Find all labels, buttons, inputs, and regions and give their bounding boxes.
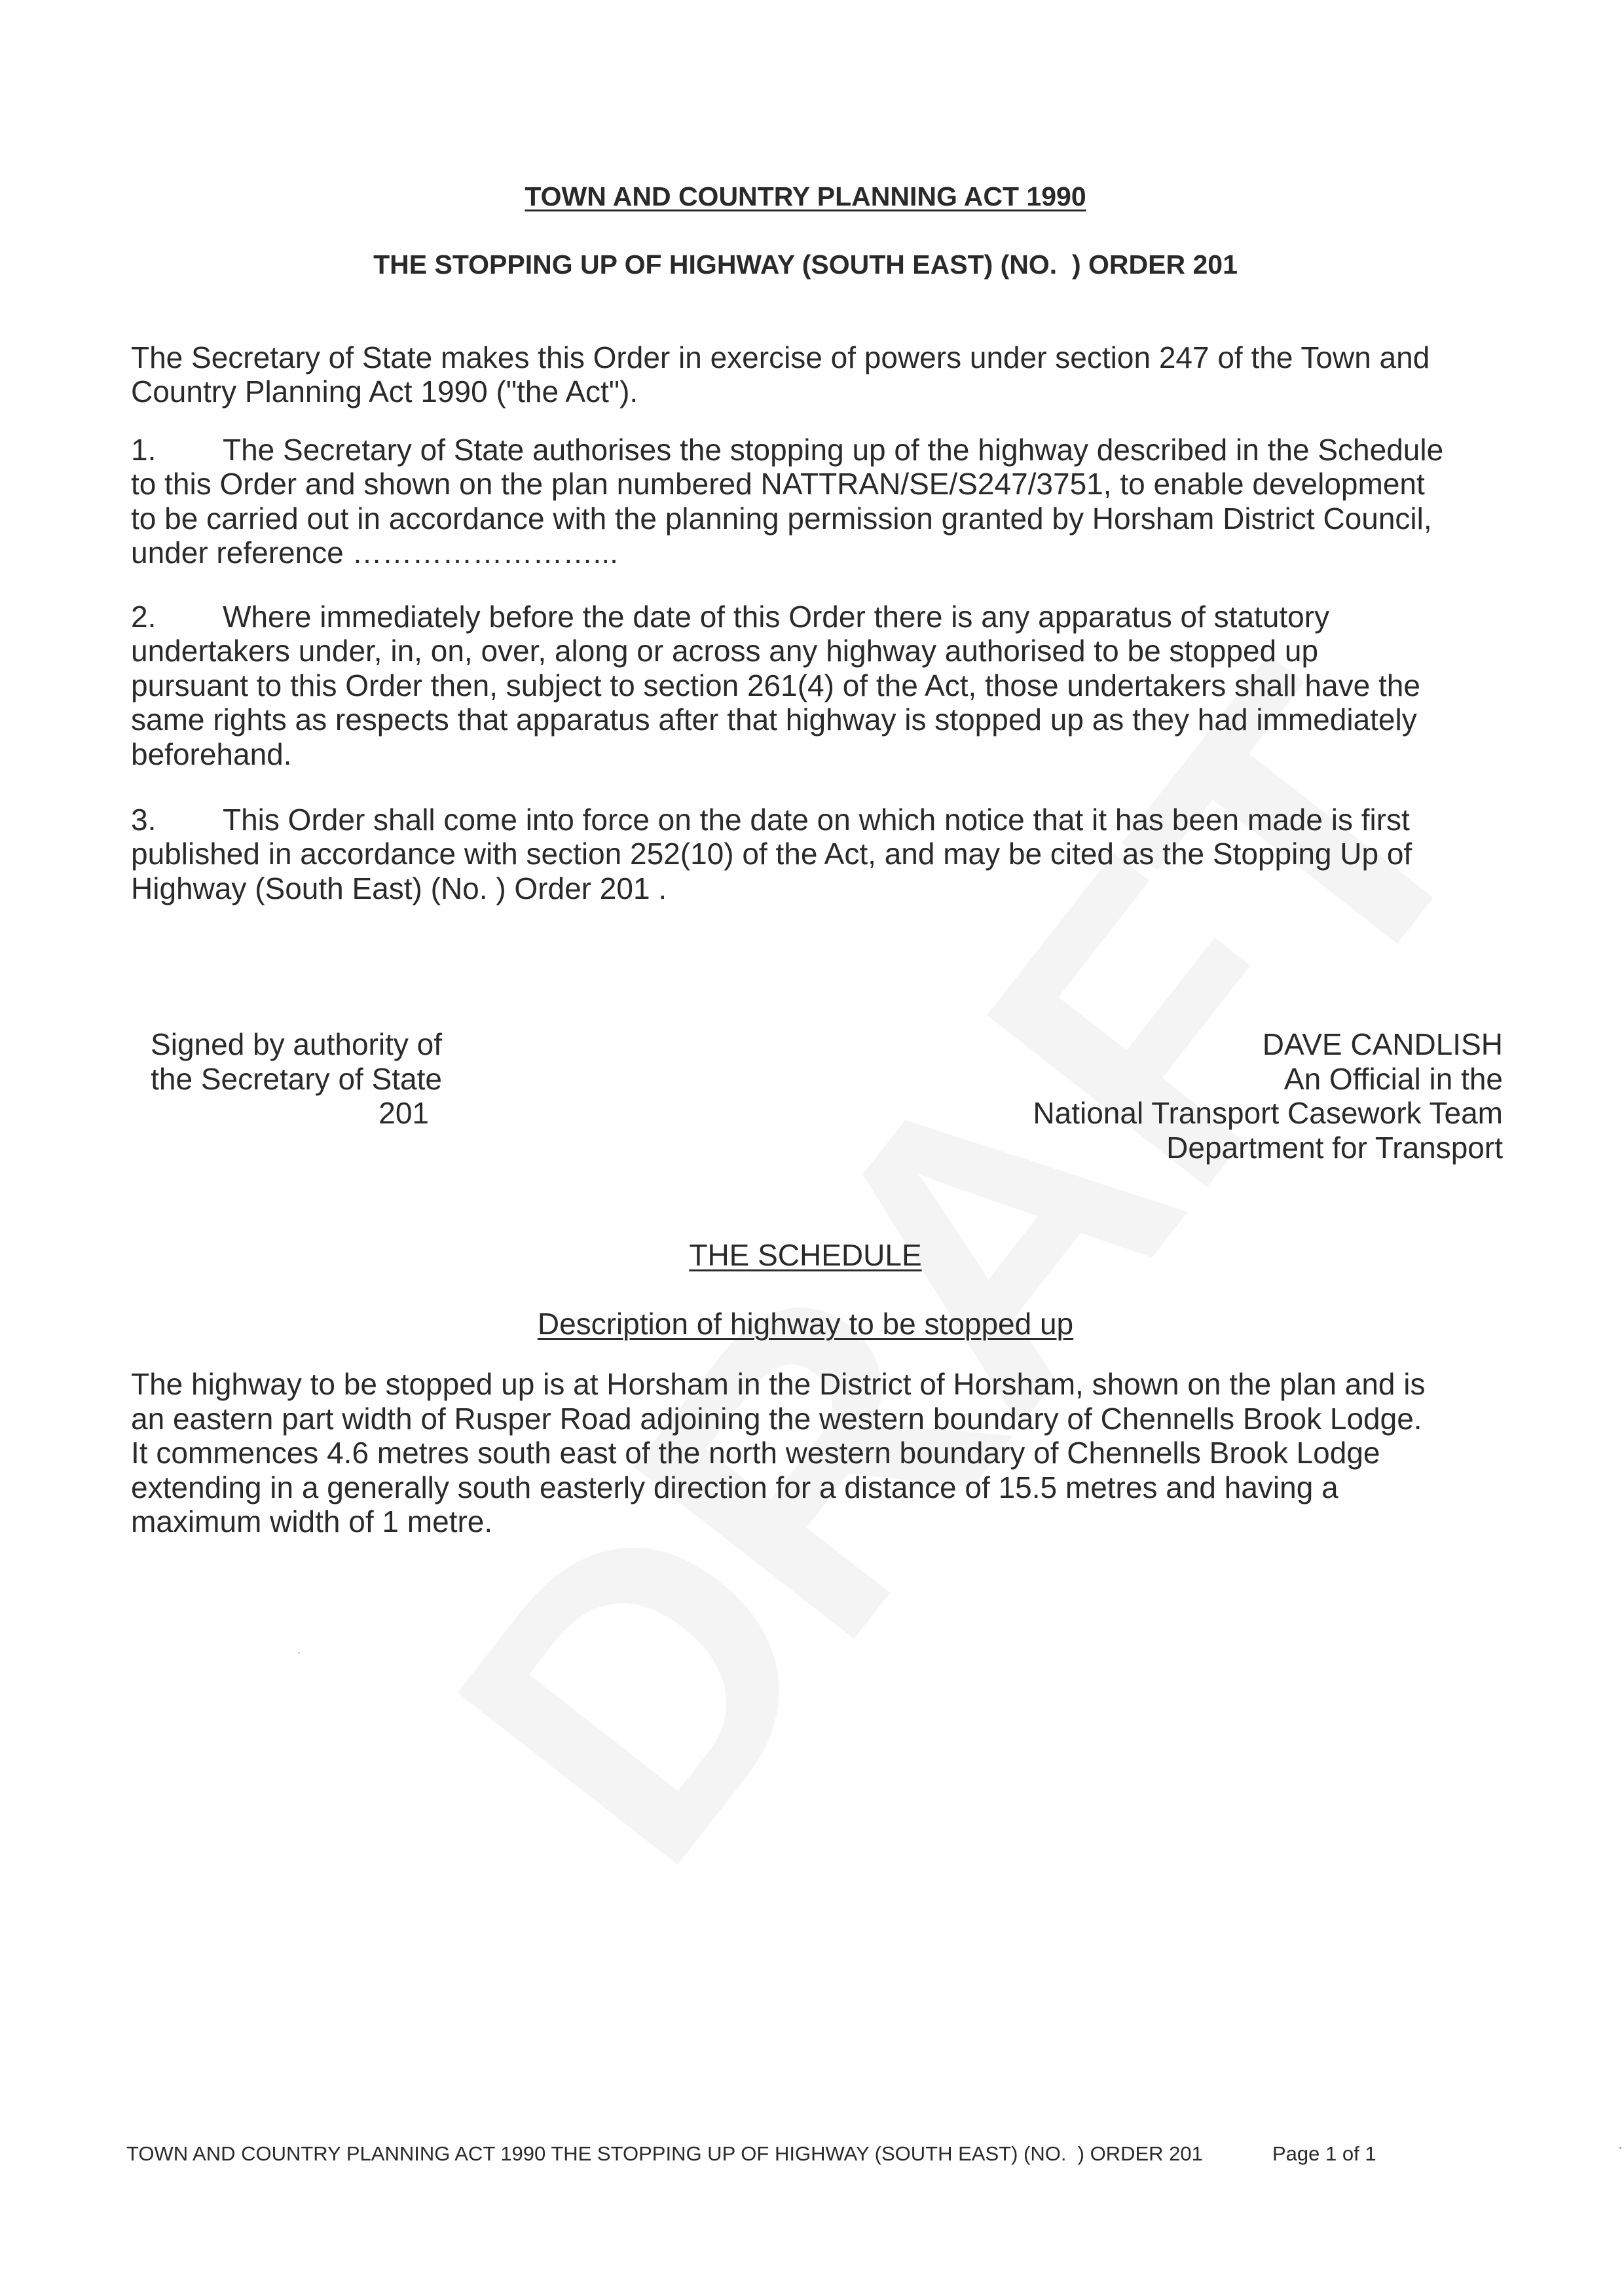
schedule-line: It commences 4.6 metres south east of the north western boundary of Chennells Brook Lodge bbox=[131, 1436, 1380, 1470]
order-title: THE STOPPING UP OF HIGHWAY (SOUTH EAST) (NO. ) ORDER 201 bbox=[373, 249, 1238, 280]
paragraph-number: 3. bbox=[131, 803, 157, 837]
schedule-subheading-text: Description of highway to be stopped up bbox=[537, 1307, 1074, 1341]
paragraph-1-line: to this Order and shown on the plan numbered NATTRAN/SE/S247/3751, to enable development bbox=[131, 467, 1425, 501]
paragraph-2-line: same rights as respects that apparatus after that highway is stopped up as they had immediately bbox=[131, 702, 1417, 737]
paragraph-2-first-line bbox=[131, 600, 1329, 634]
paragraph-number: 2. bbox=[131, 600, 157, 634]
signed-by-line: Signed by authority of bbox=[151, 1027, 442, 1061]
signatory-department: Department for Transport bbox=[1166, 1131, 1503, 1165]
paragraph-text: Where immediately before the date of this Order there is any apparatus of statutory bbox=[223, 600, 1330, 634]
scan-speck bbox=[298, 1652, 300, 1654]
paragraph-2-line: undertakers under, in, on, over, along or across any highway authorised to be stopped up bbox=[131, 634, 1319, 668]
schedule-line: The highway to be stopped up is at Horsham in the District of Horsham, shown on the plan and is bbox=[131, 1367, 1426, 1401]
signed-date-year: 201 bbox=[378, 1096, 429, 1130]
paragraph-1-reference-line: under reference ……………………... bbox=[131, 536, 618, 570]
page-number: Page 1 of 1 bbox=[1272, 2142, 1376, 2165]
intro-line: The Secretary of State makes this Order in exercise of powers under section 247 of the Town and bbox=[131, 340, 1430, 374]
document-title: TOWN AND COUNTRY PLANNING ACT 1990 bbox=[525, 181, 1086, 211]
scan-speck bbox=[1619, 2147, 1621, 2149]
schedule-line: extending in a generally south easterly direction for a distance of 15.5 metres and having a bbox=[131, 1470, 1338, 1504]
schedule-line: an eastern part width of Rusper Road adjoining the western boundary of Chennells Brook Lodge. bbox=[131, 1402, 1422, 1436]
schedule-line: maximum width of 1 metre. bbox=[131, 1504, 493, 1539]
schedule-heading bbox=[0, 1238, 1611, 1272]
paragraph-text: The Secretary of State authorises the stopping up of the highway described in the Schedule bbox=[223, 433, 1444, 467]
paragraph-3-first-line bbox=[131, 803, 1410, 837]
signatory-name: DAVE CANDLISH bbox=[1262, 1027, 1503, 1061]
intro-line: Country Planning Act 1990 ("the Act"). bbox=[131, 374, 638, 409]
schedule-subheading bbox=[0, 1307, 1611, 1341]
paragraph-2-line: beforehand. bbox=[131, 737, 292, 771]
footer-title: TOWN AND COUNTRY PLANNING ACT 1990 THE STOPPING UP OF HIGHWAY (SOUTH EAST) (NO. ) ORDER 201 bbox=[126, 2142, 1203, 2165]
signatory-team: National Transport Casework Team bbox=[1033, 1096, 1503, 1130]
signatory-role: An Official in the bbox=[1283, 1062, 1503, 1096]
paragraph-1-first-line bbox=[131, 433, 1443, 467]
paragraph-2-line: pursuant to this Order then, subject to section 261(4) of the Act, those undertakers shall have the bbox=[131, 668, 1420, 702]
signed-by-line: the Secretary of State bbox=[151, 1062, 442, 1096]
paragraph-3-line: published in accordance with section 252(10) of the Act, and may be cited as the Stopping Up of bbox=[131, 837, 1412, 871]
schedule-heading-text: THE SCHEDULE bbox=[689, 1238, 922, 1272]
paragraph-1-line: to be carried out in accordance with the planning permission granted by Horsham District Council, bbox=[131, 501, 1432, 536]
paragraph-3-line: Highway (South East) (No. ) Order 201 . bbox=[131, 871, 667, 905]
paragraph-text: This Order shall come into force on the date on which notice that it has been made is first bbox=[223, 803, 1410, 837]
paragraph-number: 1. bbox=[131, 433, 157, 467]
